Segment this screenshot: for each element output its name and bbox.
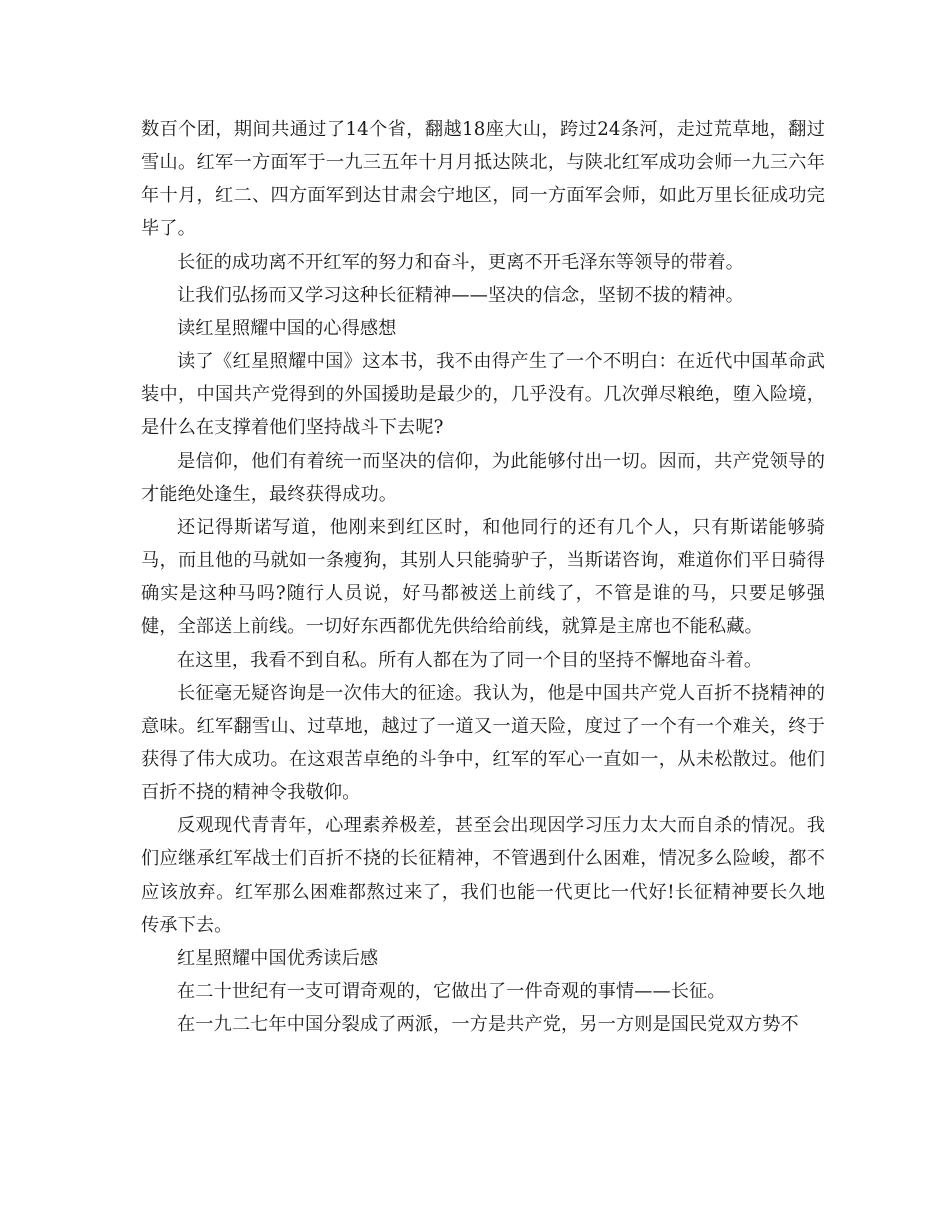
section-heading: 读红星照耀中国的心得感想 bbox=[177, 317, 397, 339]
paragraph: 在二十世纪有一支可谓奇观的，它做出了一件奇观的事情——长征。 bbox=[177, 981, 726, 1003]
paragraph: 是信仰，他们有着统一而坚决的信仰，为此能够付出一切。因而，共产党领导的才能绝处逢生，最终获得成功。 bbox=[141, 450, 825, 505]
paragraph: 还记得斯诺写道，他刚来到红区时，和他同行的还有几个人，只有斯诺能够骑马，而且他的马就如一条瘦狗，其别人只能骑驴子，当斯诺咨询，难道你们平日骑得确实是这种马吗?随行人员说，好马都被送上前线了，不管是谁的马，只要足够强健，全部送上前线。一切好东西都优先供给给前线，就算是主席也不能私藏。 bbox=[141, 516, 825, 638]
paragraph: 在一九二七年中国分裂成了两派，一方是共产党，另一方则是国民党双方势不 bbox=[177, 1014, 799, 1036]
paragraph: 让我们弘扬而又学习这种长征精神——坚决的信念，坚韧不拔的精神。 bbox=[177, 284, 744, 306]
paragraph: 反观现代青青年，心理素养极差，甚至会出现因学习压力太大而自杀的情况。我们应继承红军战士们百折不挠的长征精神，不管遇到什么困难，情况多么险峻，都不应该放弃。红军那么困难都熬过来了，我们也能一代更比一代好!长征精神要长久地传承下去。 bbox=[141, 815, 825, 936]
paragraph: 长征的成功离不开红军的努力和奋斗，更离不开毛泽东等领导的带着。 bbox=[177, 251, 744, 273]
paragraph: 长征毫无疑咨询是一次伟大的征途。我认为，他是中国共产党人百折不挠精神的意味。红军翻雪山、过草地，越过了一道又一道天险，度过了一个有一个难关，终于获得了伟大成功。在这艰苦卓绝的斗争中，红军的军心一直如一，从未松散过。他们百折不挠的精神令我敬仰。 bbox=[141, 682, 825, 804]
paragraph: 读了《红星照耀中国》这本书，我不由得产生了一个不明白：在近代中国革命武装中，中国共产党得到的外国援助是最少的，几乎没有。几次弹尽粮绝，堕入险境，是什么在支撑着他们坚持战斗下去呢? bbox=[141, 351, 825, 439]
section-heading: 红星照耀中国优秀读后感 bbox=[177, 947, 379, 969]
paragraph-continuation: 数百个团，期间共通过了14个省，翻越18座大山，跨过24条河，走过荒草地，翻过雪山。红军一方面军于一九三五年十月月抵达陕北，与陕北红军成功会师一九三六年年十月，红二、四方面军到达甘肃会宁地区，同一方面军会师，如此万里长征成功完毕了。 bbox=[141, 119, 825, 240]
document-body bbox=[141, 113, 825, 1041]
paragraph: 在这里，我看不到自私。所有人都在为了同一个目的坚持不懈地奋斗着。 bbox=[177, 649, 763, 671]
